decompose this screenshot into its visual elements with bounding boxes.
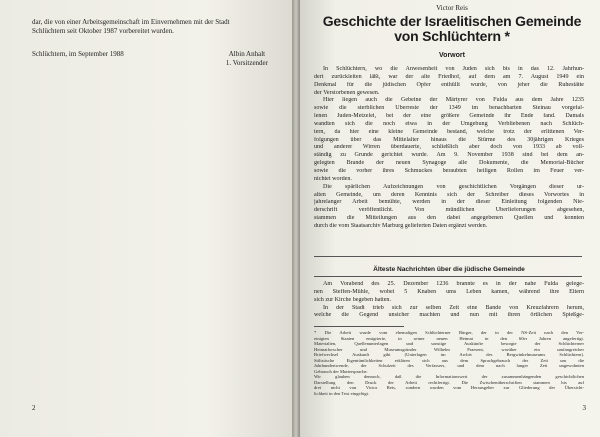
- footnote-line: Gebrauch der Muttersprache.: [314, 368, 368, 374]
- section-rule-bottom: [314, 276, 582, 277]
- text-line: folgungen über das Mittelalter hinaus die Stürme des 30jährigen Krieges: [314, 136, 584, 143]
- text-line: gelegten Brande der neuen Synagoge alle Dokumente, die Memorial-Bücher: [314, 160, 584, 167]
- left-page-text: [32, 18, 272, 35]
- paragraph: [314, 66, 584, 97]
- text-line: welche die Gegend unsicher machten und nun mit ihren örtlichen Spießge-: [314, 312, 584, 319]
- footnote-line: einigten Staaten emigrierte, in seiner neuen Heimat in den 60er Jahren angefertigt.: [314, 335, 584, 341]
- text-line: In Schlüchtern, wo die Anwesenheit von Juden sich bis in das 12. Jahrhun-: [323, 66, 584, 72]
- title-line: von Schlüchtern *: [394, 28, 510, 44]
- text-line: tern, da hier eine kleine Gemeinde bestand, welche trotz der erlittenen Ver-: [314, 128, 584, 135]
- left-text-line: dar, die von einer Arbeitsgemeinschaft im Einvernehmen mit der Stadt: [32, 18, 230, 26]
- signer: [226, 50, 268, 67]
- right-page-number: 3: [582, 404, 586, 412]
- section-body: [314, 281, 584, 320]
- place-date: Schlüchtern, im September 1988: [32, 50, 124, 58]
- paragraph: [314, 97, 584, 183]
- footnote-line: Stilistische Eigentümlichkeiten erklären sich aus dem Sprachgebrauch der Zeit um die: [314, 357, 584, 363]
- footnote-line: Jahrhundertwende, der Schulzeit des Verfassers, und dem nach langer Zeit ungewohnten: [314, 363, 584, 369]
- footnote-line: Darstellung den Druck der Arbeit rechtfertigt. Die Zwischenüberschriften stammen bis auf: [314, 379, 584, 385]
- text-line: jahrelanger Arbeit bemühte, werden in der dieser Einleitung folgenden Nie-: [314, 199, 584, 206]
- footnote-line: Materialien, Quellenunterlagen und sonstige Auskünfte besorgte der Schlüchterner: [314, 341, 584, 347]
- left-text-line: Schlüchtern seit Oktober 1987 vorbereitet wurden.: [32, 26, 174, 35]
- text-line: sich zur Kirche begeben hatten.: [314, 296, 391, 303]
- text-line: sowie die sterblichen Überreste der 1349 im benachbarten Steinau vorgefal-: [314, 105, 584, 112]
- book-gutter: [292, 0, 300, 437]
- paragraph: [314, 281, 584, 305]
- text-line: Hier liegen auch die Gebeine der Märtyrer von Fulda aus dem Jahre 1235: [323, 97, 584, 104]
- footnote-line: Wir glauben dennoch, daß die Informationswert der zusammenhängenden geschichtlichen: [314, 374, 584, 380]
- text-line: alten Gemeinde, um deren Kenntnis sich der Schreiber dieses Vorwortes in: [314, 191, 584, 198]
- text-line: lenen Juden-Metzelei, bei der eine größere Gemeinde ihr Ende fand. Damals: [314, 113, 584, 120]
- left-page: [0, 0, 292, 437]
- text-line: Die spärlichen Aufzeichnungen von geschichtlichen Vorgängen dieser ur-: [323, 183, 584, 190]
- text-line: ständig zu Grunde gerichtet wurde. Am 9. November 1938 sind bei dem an-: [314, 152, 584, 159]
- text-line: und anderer Wirren überdauerte, schließlich aber doch von 1933 ab voll-: [314, 144, 584, 151]
- section-heading: Älteste Nachrichten über die jüdische Gemeinde: [373, 266, 525, 273]
- signer-title: 1. Vorsitzender: [225, 58, 268, 67]
- text-line: wandten sich die noch etwa in der Umgebung Verbliebenen nach Schlüch-: [314, 120, 584, 127]
- section-rule-top: [314, 256, 582, 257]
- footnote: [314, 330, 584, 397]
- paragraph: [314, 305, 584, 321]
- text-line: dert zurückleiten läßt, war der alte Friedhof, auf dem am 7. August 1949 ein: [314, 73, 584, 80]
- footnote-line: * Die Arbeit wurde vom ehemaligen Schlüchterner Bürger, der in der NS-Zeit nach den Ver-: [314, 330, 584, 335]
- text-line: In der Stadt trieb sich zur selben Zeit eine Bande von Kreuzfahrern herum,: [323, 304, 584, 311]
- text-line: durch die vom Staatsarchiv Marburg gelieferten Daten ergänzt werden.: [314, 222, 488, 229]
- footnote-line: Heimatforscher und Museumsgründer Wilhelm Praesent, worüber ein umfangreicher: [314, 346, 584, 352]
- text-line: derschrift veröffentlicht. Von mündlichen Überlieferungen abgesehen,: [314, 207, 584, 214]
- text-line: stammen die Mitteilungen aus den dabei angegebenen Quellen und konnten: [314, 215, 584, 222]
- footnote-line: drei nicht von Victor Reis, sondern wurden vom Herausgeber zur Gliederung der Übersicht-: [314, 385, 584, 391]
- vorwort-heading: Vorwort: [439, 52, 465, 59]
- footnote-line: lichkeit in den Text eingefügt.: [314, 391, 370, 397]
- text-line: sowie die vorher ihres Schmuckes beraubten heiligen Rollen im Feuer ver-: [314, 167, 584, 174]
- author: Victor Reis: [436, 4, 468, 12]
- text-line: der Verstorbenen gewesen.: [314, 89, 380, 96]
- text-line: Denkmal für die jüdischen Opfer enthüllt wurde, von jeher die Ruhestätte: [314, 81, 584, 88]
- paragraph: [314, 184, 584, 231]
- right-page: [300, 0, 600, 437]
- footnote-rule: [314, 326, 404, 327]
- title-line: Geschichte der Israelitischen Gemeinde: [322, 13, 582, 29]
- footnote-line: Briefwechsel Auskunft gibt (Unterlagen im Archiv des Bergwinkelmuseums Schlüchtern).: [314, 352, 584, 358]
- text-line: Am Vorabend des 25. Dezember 1236 brannte es in der nahe Fulda gelege-: [323, 281, 584, 287]
- page-title: [310, 14, 594, 44]
- text-line: nichtet worden.: [314, 175, 352, 182]
- signer-name: Albin Anhalt: [228, 50, 266, 58]
- vorwort-body: [314, 66, 584, 231]
- left-page-number: 2: [32, 404, 36, 412]
- text-line: nen Steffen-Mühle, wobei 5 Knaben ums Leben kamen, während ihre Eltern: [314, 288, 584, 295]
